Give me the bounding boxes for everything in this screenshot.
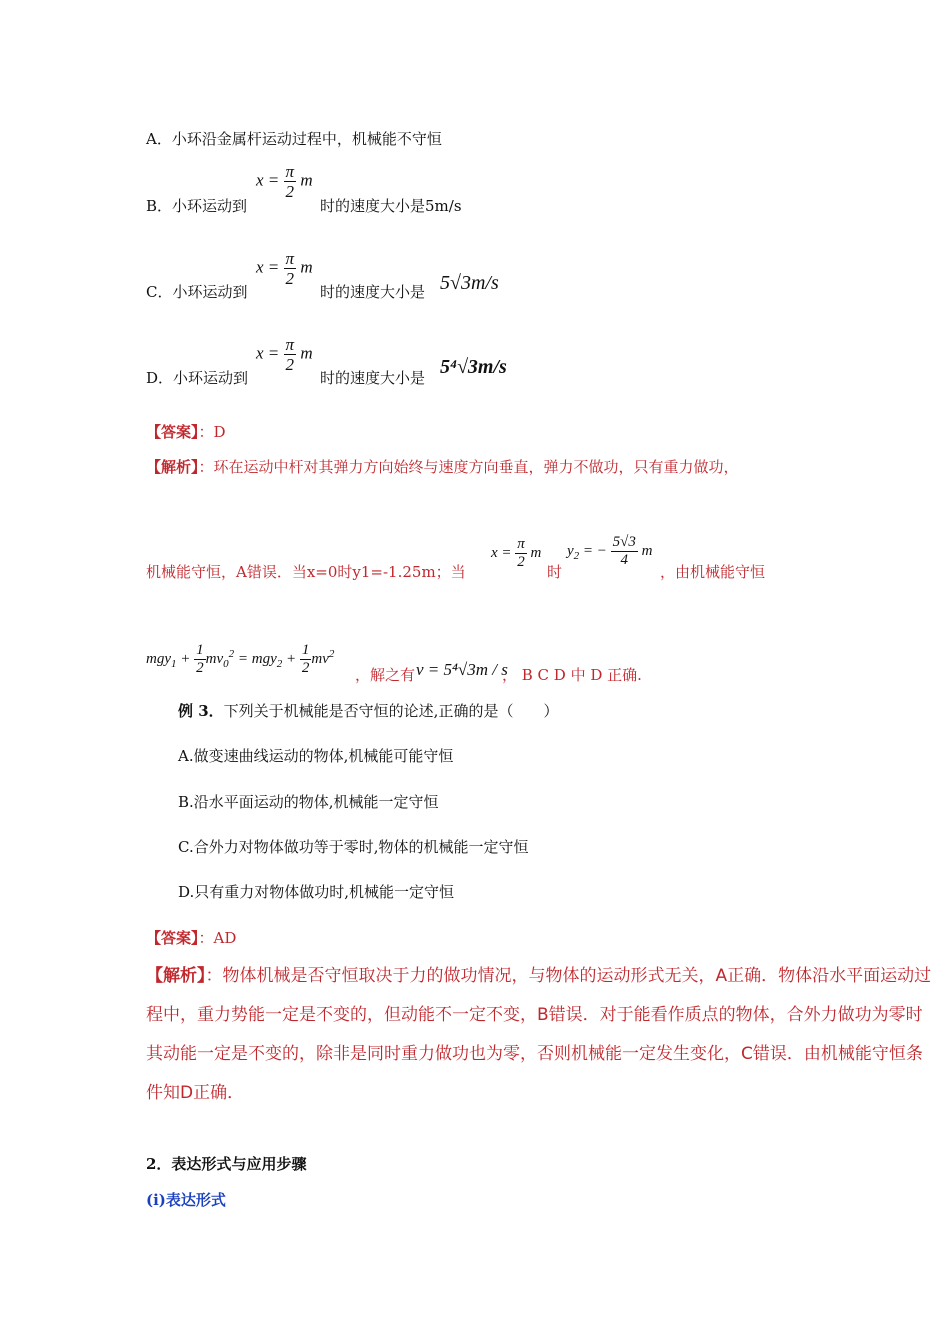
analysis-1-line3a: ，解之有 — [355, 666, 416, 684]
option-a: A．小环沿金属杆运动过程中，机械能不守恒 — [146, 130, 442, 148]
frac-num: 1 — [301, 642, 310, 658]
example-text: 下列关于机械能是否守恒的论述,正确的是（ ） — [223, 702, 559, 720]
option-d-speed: 5⁴√3m/s — [440, 356, 507, 378]
example-3-question — [178, 700, 558, 721]
option-c-suffix: 时的速度大小是 — [320, 283, 426, 301]
analysis-2-line2: 程中，重力势能一定是不变的，但动能不一定不变，B错误．对于能看作质点的物体，合外力做功为零时 — [146, 1005, 923, 1025]
eq-f-sup: 2 — [328, 647, 335, 660]
x-unit: m — [300, 257, 313, 277]
example-label: 例 3． — [178, 702, 224, 720]
x-lhs: x = — [256, 257, 280, 277]
analysis-text: ：物体机械是否守恒取决于力的做功情况，与物体的运动形式无关，A正确．物体沿水平面运动过 — [205, 966, 932, 986]
option-d-suffix: 时的速度大小是 — [320, 369, 426, 387]
pi-over-2 — [515, 537, 527, 570]
analysis-label: 【解析】 — [146, 966, 206, 986]
answer-label: 【答案】 — [146, 423, 199, 441]
analysis-2-line1 — [146, 968, 931, 985]
frac-num: π — [517, 536, 525, 552]
example-3-choice-c: C.合外力对物体做功等于零时,物体的机械能一定守恒 — [178, 838, 529, 856]
example-3-choice-d: D.只有重力对物体做功时,机械能一定守恒 — [178, 883, 455, 901]
frac-num: π — [285, 335, 295, 354]
y2-equation — [567, 535, 653, 568]
pi-over-2 — [284, 250, 297, 287]
energy-equation — [146, 643, 334, 676]
y2-eq: = − — [582, 542, 607, 559]
eq-b: + — [180, 650, 191, 667]
eq-c-sub: 0 — [223, 657, 229, 670]
y2-lhs: y — [567, 542, 574, 559]
y2-unit: m — [641, 542, 653, 559]
frac-den: 2 — [285, 355, 295, 374]
x-unit: m — [300, 170, 313, 190]
option-b-prefix: B．小环运动到 — [146, 197, 248, 215]
x-lhs: x = — [491, 544, 512, 561]
x-equation-c — [256, 250, 313, 287]
x-lhs: x = — [256, 343, 280, 363]
frac-den: 2 — [285, 182, 295, 201]
analysis-2-line3: 其动能一定是不变的，除非是同时重力做功也为零，否则机械能一定发生变化，C错误．由机械能守恒条 — [146, 1044, 923, 1064]
frac-den: 2 — [285, 269, 295, 288]
option-b-suffix: 时的速度大小是5m/s — [320, 197, 462, 215]
subsection-heading: (i)表达形式 — [146, 1191, 226, 1209]
eq-a: mgy — [146, 650, 171, 667]
section-2-heading: 2．表达形式与应用步骤 — [146, 1155, 307, 1173]
option-c-speed: 5√3m/s — [440, 272, 499, 294]
frac-num: 1 — [196, 642, 204, 658]
answer-label: 【答案】 — [146, 929, 199, 947]
x-lhs: x = — [256, 170, 280, 190]
answer-2 — [146, 927, 236, 948]
analysis-1-line2b: 时 — [547, 563, 563, 581]
analysis-text: ：环在运动中杆对其弹力方向始终与速度方向垂直，弹力不做功，只有重力做功， — [198, 458, 739, 476]
x-unit: m — [530, 544, 542, 561]
half-frac — [194, 643, 206, 676]
v-equation: v = 5⁴√3m / s — [416, 660, 508, 679]
eq-c-sup: 2 — [228, 647, 235, 660]
example-3-choice-a: A.做变速曲线运动的物体,机械能可能守恒 — [178, 747, 454, 765]
x-equation-inline — [491, 537, 541, 570]
analysis-1-line2c: ，由机械能守恒 — [660, 563, 766, 581]
eq-a-sub: 1 — [171, 657, 177, 670]
x-equation-b — [256, 163, 313, 200]
pi-over-2 — [284, 336, 297, 373]
analysis-1-line2a: 机械能守恒，A错误．当x=0时y1=-1.25m；当 — [146, 563, 466, 581]
eq-d: = mgy — [237, 650, 277, 667]
analysis-2-line4: 件知D正确． — [146, 1083, 245, 1103]
analysis-1-line3b: ， B C D 中 D 正确. — [502, 666, 642, 684]
option-d-prefix: D．小环运动到 — [146, 369, 249, 387]
frac-den: 2 — [301, 660, 310, 676]
frac-den: 2 — [517, 554, 525, 570]
answer-value: ：D — [198, 423, 226, 441]
frac-den: 4 — [620, 552, 629, 568]
pi-over-2 — [284, 163, 297, 200]
eq-f: mv — [311, 650, 329, 667]
answer-1 — [146, 421, 226, 442]
frac-den: 2 — [196, 660, 204, 676]
analysis-1-line1 — [146, 456, 739, 477]
option-c-prefix: C．小环运动到 — [146, 283, 248, 301]
half-frac — [300, 643, 312, 676]
frac-num: π — [285, 249, 295, 268]
analysis-label: 【解析】 — [146, 458, 199, 476]
eq-d-sub: 2 — [276, 657, 283, 670]
example-3-choice-b: B.沿水平面运动的物体,机械能一定守恒 — [178, 793, 439, 811]
answer-value: ：AD — [198, 929, 237, 947]
x-equation-d — [256, 336, 313, 373]
frac-num: π — [285, 162, 295, 181]
y2-frac — [611, 535, 638, 568]
eq-c: mv — [205, 650, 224, 667]
eq-e: + — [286, 650, 297, 667]
y2-sub: 2 — [573, 549, 580, 562]
x-unit: m — [300, 343, 313, 363]
frac-num: 5√3 — [612, 534, 636, 550]
